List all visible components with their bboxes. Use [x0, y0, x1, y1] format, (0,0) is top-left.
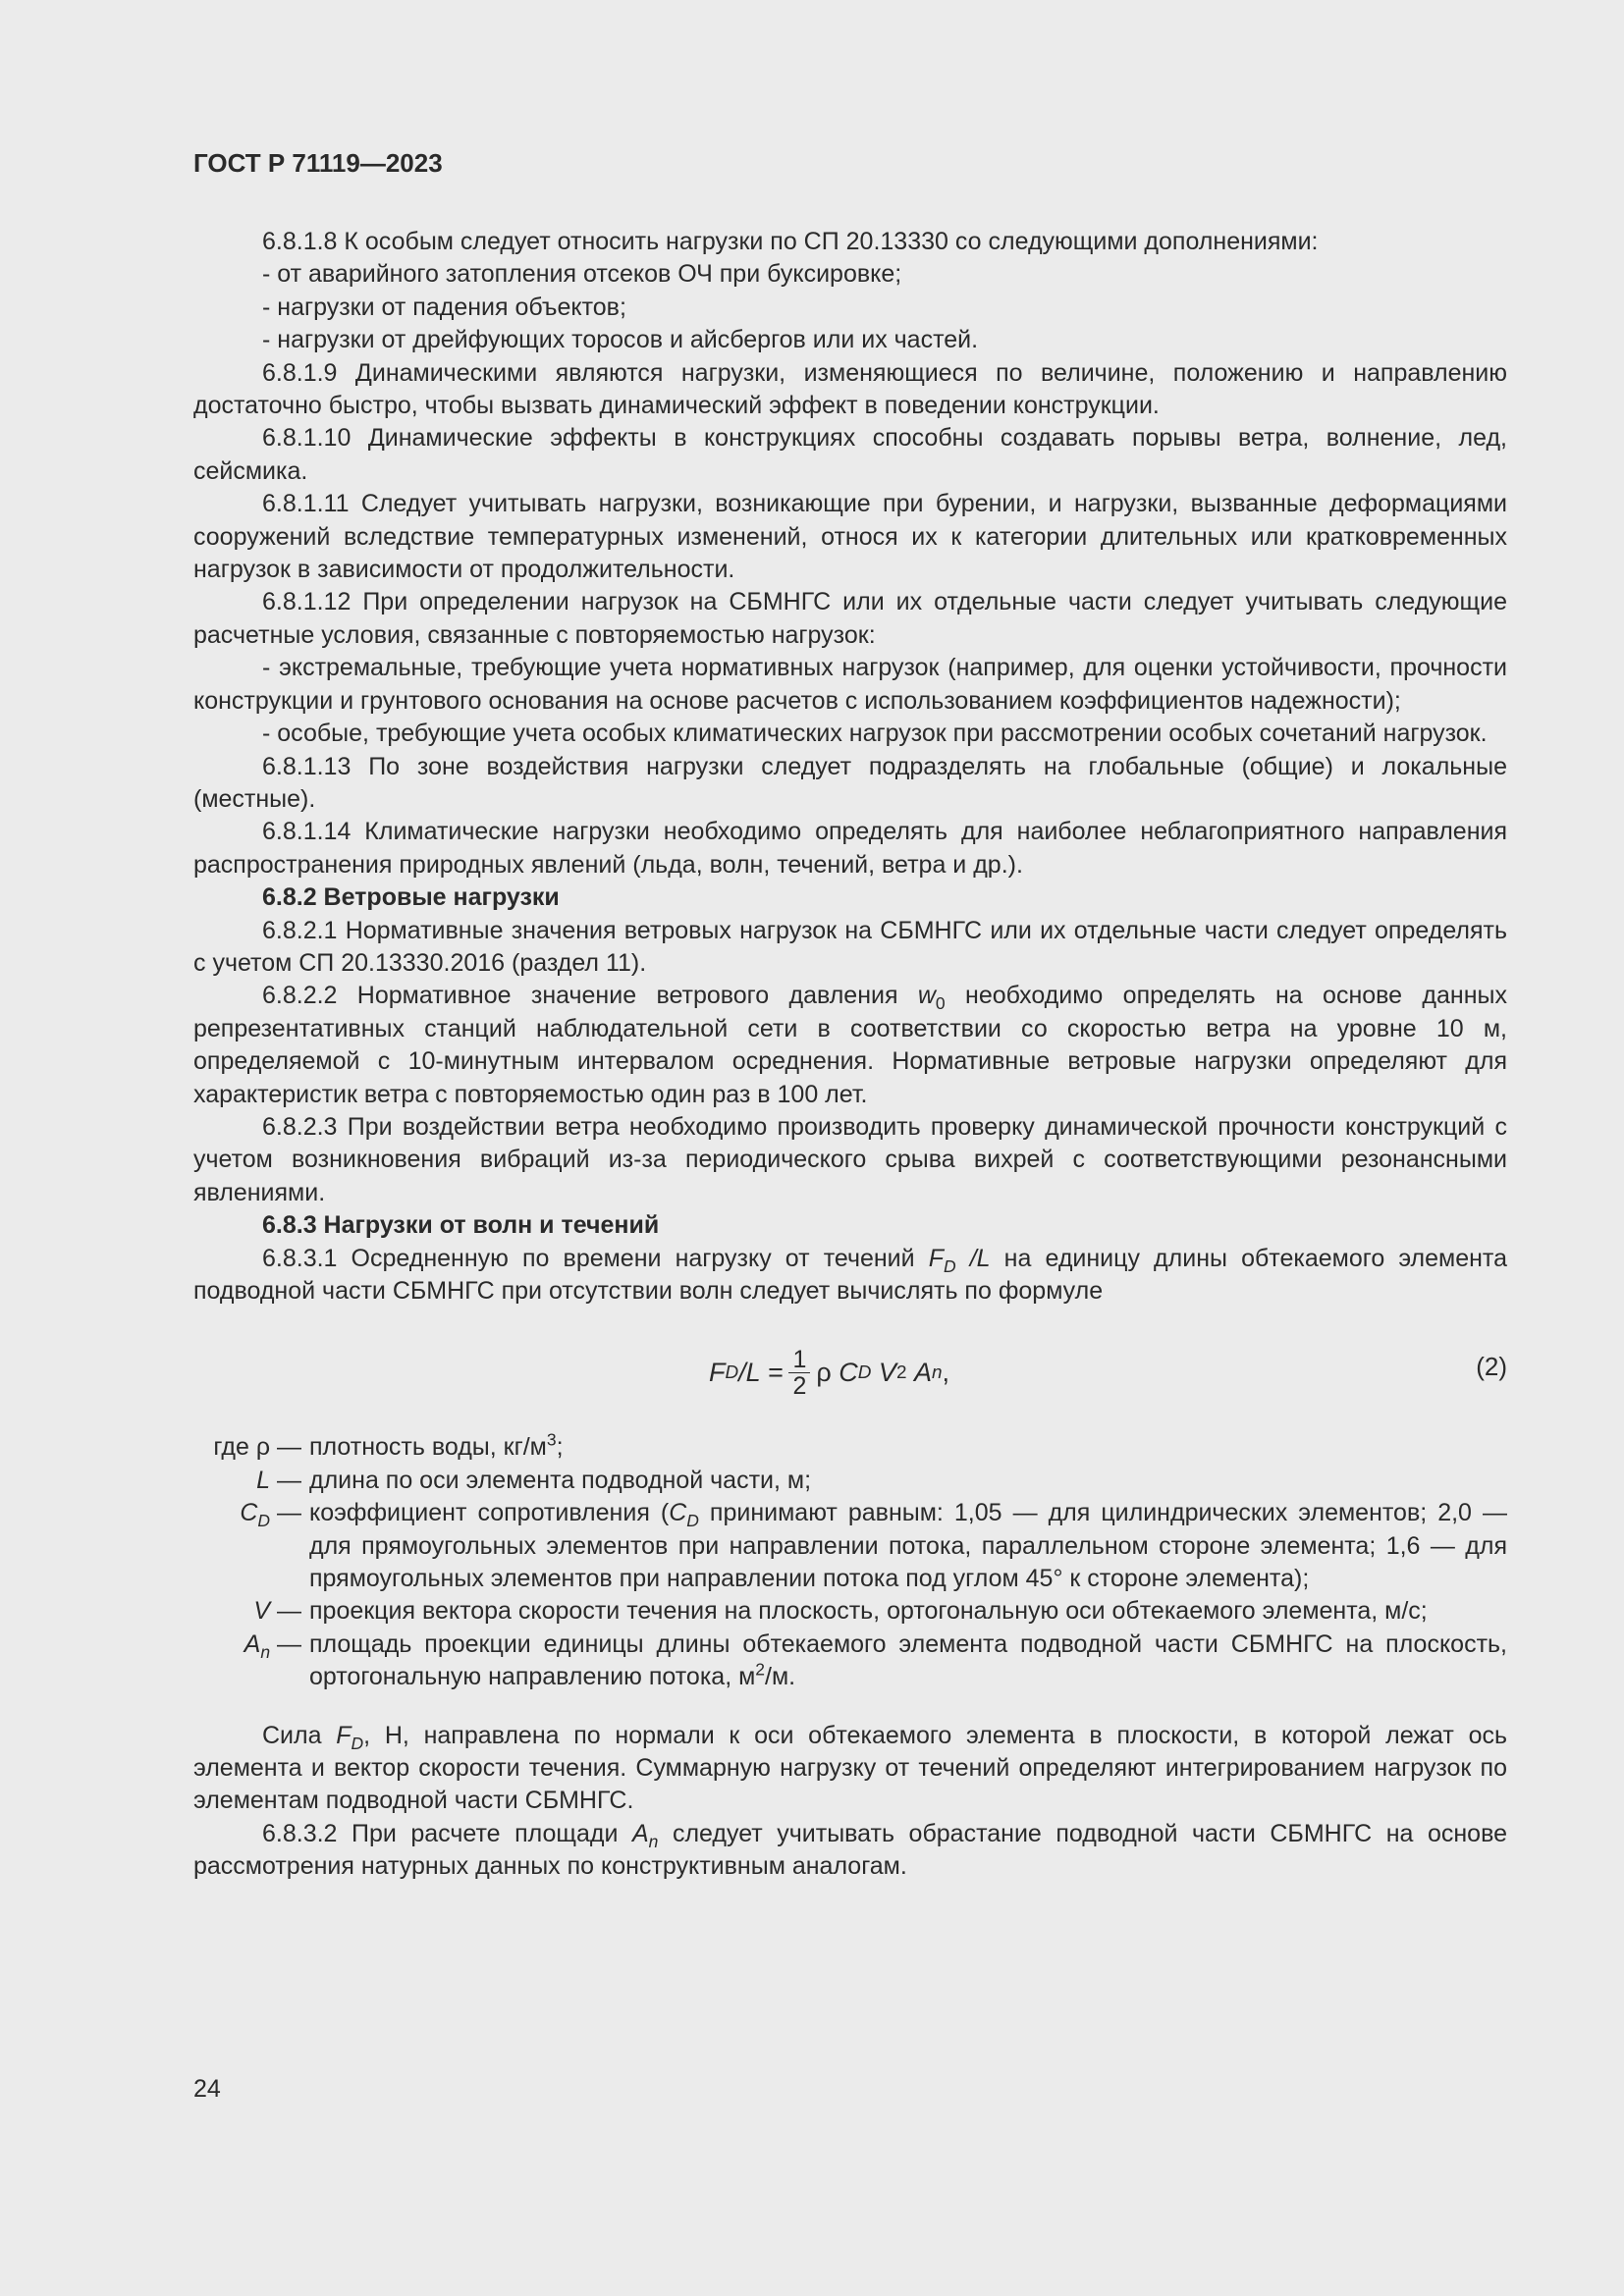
formula-2 — [193, 1313, 1507, 1431]
list-item: - от аварийного затопления отсеков ОЧ при буксировке; — [262, 260, 902, 289]
list-item: - нагрузки от дрейфующих торосов и айсбергов или их частей. — [262, 326, 979, 354]
definition-l: L — длина по оси элемента подводной части, м; — [256, 1466, 812, 1494]
paragraph-6-8-2-2: 6.8.2.2 Нормативное значение ветрового давления $w_0$ необходимо определять на основе данных репрезентативных станций наблюдательной сети в соответствии со скоростью ветра на уровне 10 м, определяемой с 10-минутным интервалом осреднения. Нормативные ветровые нагрузки определяют для характеристик ветра с повторяемостью один раз в 100 лет. — [193, 982, 1507, 1108]
document-header: ГОСТ Р 71119—2023 — [193, 148, 443, 178]
paragraph-6-8-3-1: 6.8.3.1 Осредненную по времени нагрузку от течений $F_D$ /L на единицу длины обтекаемого элемента подводной части СБМНГС при отсутствии волн следует вычислять по формуле — [193, 1244, 1507, 1305]
section-heading-6-8-2: 6.8.2 Ветровые нагрузки — [262, 883, 560, 912]
fraction-one-half: $\frac{1}{2}$ — [788, 1347, 810, 1399]
list-item: - нагрузки от падения объектов; — [262, 293, 626, 321]
definition-cd: $C_D$ — коэффициент сопротивления ($C_D$ принимают равным: 1,05 — для цилиндрических элементов; 2,0 — для прямоугольных элементов при направлении потока, параллельном стороне элемента; 1,6 — для прямоугольных элементов при направлении потока под углом 45° к стороне элемента); — [240, 1499, 1507, 1593]
definition-v: V — проекция вектора скорости течения на плоскость, ортогональную оси обтекаемого элемента, м/с; — [253, 1597, 1428, 1626]
paragraph-6-8-3-2: 6.8.3.2 При расчете площади $A_n$ следует учитывать обрастание подводной части СБМНГС на основе рассмотрения натурных данных по конструктивным аналогам. — [193, 1819, 1507, 1881]
paragraph-force-fd: Сила $F_D$, Н, направлена по нормали к оси обтекаемого элемента в плоскости, в которой лежат ось элемента и вектор скорости течения. Суммарную нагрузку от течений определяют интегрированием нагрузок по элементам подводной части СБМНГС. — [193, 1721, 1508, 1815]
page-number: 24 — [193, 2075, 221, 2103]
paragraph-6-8-2-3: 6.8.2.3 При воздействии ветра необходимо производить проверку динамической прочности конструкций с учетом возникновения вибраций из-за периодического срыва вихрей с соответствующими резонансными явлениями. — [193, 1112, 1507, 1206]
paragraph-6-8-1-9: 6.8.1.9 Динамическими являются нагрузки, изменяющиеся по величине, положению и направлению достаточно быстро, чтобы вызвать динамический эффект в поведении конструкции. — [193, 358, 1507, 420]
section-heading-6-8-3: 6.8.3 Нагрузки от волн и течений — [262, 1211, 660, 1240]
paragraph-6-8-1-14: 6.8.1.14 Климатические нагрузки необходимо определять для наиболее неблагоприятного направления распространения природных явлений (льда, волн, течений, ветра и др.). — [193, 818, 1507, 879]
document-body — [193, 226, 1507, 1884]
paragraph-6-8-1-11: 6.8.1.11 Следует учитывать нагрузки, возникающие при бурении, и нагрузки, вызванные деформациями сооружений вследствие температурных изменений, относя их к категории длительных или кратковременных нагрузок в зависимости от продолжительности. — [193, 490, 1507, 584]
paragraph-6-8-1-8: 6.8.1.8 К особым следует относить нагрузки по СП 20.13330 со следующими дополнениями: — [262, 228, 1319, 255]
definition-an: $A_n$ — площадь проекции единицы длины обтекаемого элемента подводной части СБМНГС на плоскость, ортогональную направлению потока, $м^2/м$. — [244, 1629, 1507, 1691]
formula-number: (2) — [1476, 1352, 1507, 1382]
paragraph-6-8-2-1: 6.8.2.1 Нормативные значения ветровых нагрузок на СБМНГС или их отдельные части следует определять с учетом СП 20.13330.2016 (раздел 11). — [193, 916, 1507, 977]
paragraph-6-8-1-13: 6.8.1.13 По зоне воздействия нагрузки следует подразделять на глобальные (общие) и локальные (местные). — [193, 752, 1507, 813]
list-item: - особые, требующие учета особых климатических нагрузок при рассмотрении особых сочетаний нагрузок. — [262, 720, 1488, 748]
paragraph-6-8-1-10: 6.8.1.10 Динамические эффекты в конструкциях способны создавать порывы ветра, волнение, лед, сейсмика. — [193, 424, 1507, 485]
document-page — [193, 0, 1507, 2296]
list-item: - экстремальные, требующие учета нормативных нагрузок (например, для оценки устойчивости, прочности конструкции и грунтового основания на основе расчетов с использованием коэффициентов надежности); — [193, 654, 1507, 715]
definition-rho: где ρ — плотность воды, $кг/м^3$; — [213, 1430, 564, 1462]
paragraph-6-8-1-12: 6.8.1.12 При определении нагрузок на СБМНГС или их отдельные части следует учитывать следующие расчетные условия, связанные с повторяемостью нагрузок: — [193, 588, 1507, 649]
formula-expression: F D /L = $\frac{1}{2}$ ρ C D V 2 A n , — [709, 1346, 950, 1401]
variable-definitions — [193, 1431, 1507, 1693]
